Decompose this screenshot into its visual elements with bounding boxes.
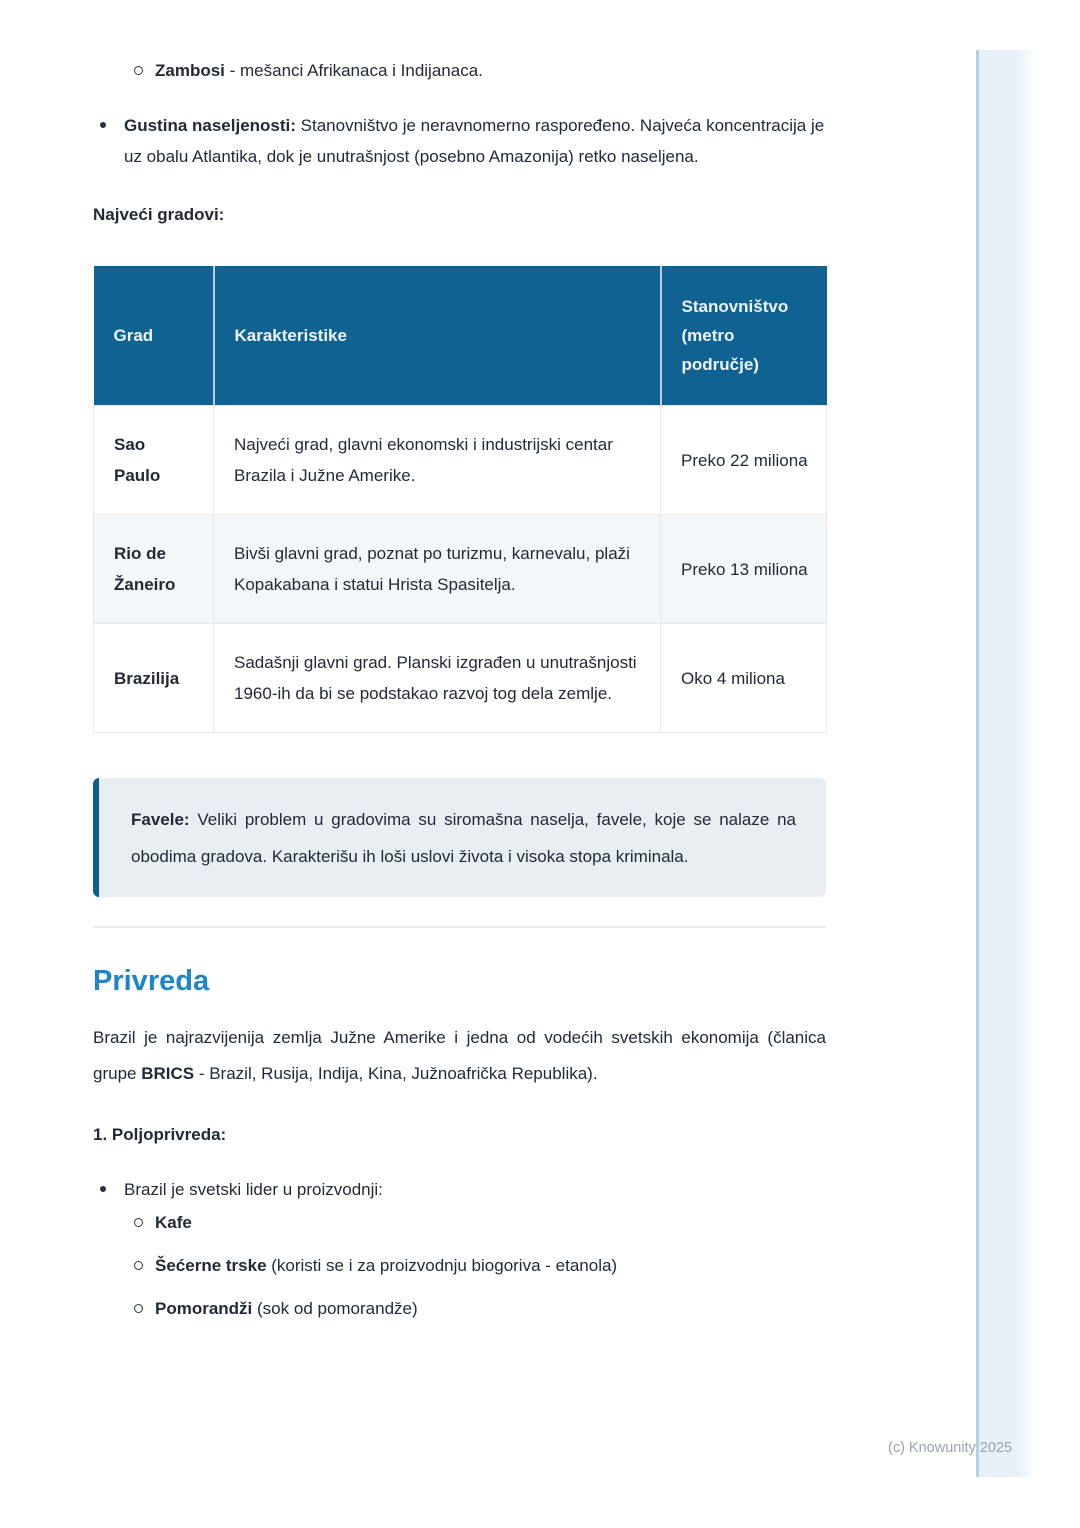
column-header-city: Grad <box>94 266 214 406</box>
cities-table-header <box>94 266 827 406</box>
paragraph-text: - Brazil, Rusija, Indija, Kina, Južnoafrička Republika). <box>194 1064 598 1083</box>
cell-description: Sadašnji glavni grad. Planski izgrađen u unutrašnjosti 1960-ih da bi se podstakao razvoj tog dela zemlje. <box>214 624 661 733</box>
agriculture-subheading: 1. Poljoprivreda: <box>93 1125 227 1144</box>
list-item-text <box>155 1213 192 1232</box>
bullet-dot-icon <box>100 1186 106 1192</box>
list-item-coffee <box>93 1207 826 1238</box>
economy-heading: Privreda <box>93 965 210 997</box>
term-oranges-note: (sok od pomorandže) <box>252 1299 418 1318</box>
document-content <box>93 0 826 1324</box>
list-item-text <box>155 61 483 80</box>
bullet-circle-icon <box>134 1261 143 1270</box>
column-header-characteristics: Karakteristike <box>214 266 661 406</box>
cell-population: Preko 22 miliona <box>661 406 827 515</box>
term-zambosi: Zambosi <box>155 61 225 80</box>
list-item-text <box>124 116 824 166</box>
cell-city: Brazilija <box>94 624 214 733</box>
table-row <box>94 406 827 515</box>
list-item-text <box>155 1299 418 1318</box>
table-row <box>94 624 827 733</box>
cities-heading: Najveći gradovi: <box>93 205 225 224</box>
cell-population: Oko 4 miliona <box>661 624 827 733</box>
term-sugarcane: Šećerne trske <box>155 1256 267 1275</box>
brics-term: BRICS <box>141 1064 195 1083</box>
copyright-watermark: (c) Knowunity 2025 <box>888 1440 1013 1456</box>
production-list <box>93 1207 826 1324</box>
bullet-circle-icon <box>134 66 143 75</box>
cell-description: Najveći grad, glavni ekonomski i industrijski centar Brazila i Južne Amerike. <box>214 406 661 515</box>
list-item-zambosi <box>93 55 826 86</box>
paragraph-text: Brazil je najrazvijenija zemlja Južne Amerike i jedna od vodećih svetskih ekonomija (članica grupe <box>93 1028 826 1083</box>
list-item-oranges <box>93 1293 826 1324</box>
callout-text: Veliki problem u gradovima su siromašna naselja, favele, koje se nalaze na obodima gradova. Karakterišu ih loši uslovi života i visoka stopa kriminala. <box>131 810 796 866</box>
list-item-text <box>155 1256 617 1275</box>
cities-table <box>93 266 827 733</box>
cell-description: Bivši glavni grad, poznat po turizmu, karnevalu, plaži Kopakabana i statui Hrista Spasitelja. <box>214 515 661 624</box>
page-edge-strip <box>976 50 1032 1477</box>
term-oranges: Pomorandži <box>155 1299 253 1318</box>
bullet-circle-icon <box>134 1304 143 1313</box>
term-coffee: Kafe <box>155 1213 192 1232</box>
section-divider <box>93 926 826 928</box>
list-item-text: Brazil je svetski lider u proizvodnji: <box>124 1180 383 1199</box>
column-header-population: Stanovništvo (metro područje) <box>661 266 827 406</box>
list-item-density <box>93 110 826 172</box>
term-density: Gustina naseljenosti: <box>124 116 296 135</box>
cell-city: Rio de Žaneiro <box>94 515 214 624</box>
definition-density: Stanovništvo je neravnomerno raspoređeno. Najveća koncentracija je uz obalu Atlantika, dok je unutrašnjost (posebno Amazonija) retko naseljena. <box>124 116 825 166</box>
list-item-production-intro <box>93 1174 826 1205</box>
term-sugarcane-note: (koristi se i za proizvodnju biogoriva - etanola) <box>266 1256 618 1275</box>
economy-paragraph <box>93 1020 826 1092</box>
callout-term: Favele: <box>131 810 190 829</box>
bullet-circle-icon <box>134 1218 143 1227</box>
definition-zambosi: - mešanci Afrikanaca i Indijanaca. <box>224 61 483 80</box>
favele-callout <box>93 778 826 897</box>
list-item-sugarcane <box>93 1250 826 1281</box>
cell-city: Sao Paulo <box>94 406 214 515</box>
bullet-dot-icon <box>100 122 106 128</box>
cell-population: Preko 13 miliona <box>661 515 827 624</box>
table-row <box>94 515 827 624</box>
